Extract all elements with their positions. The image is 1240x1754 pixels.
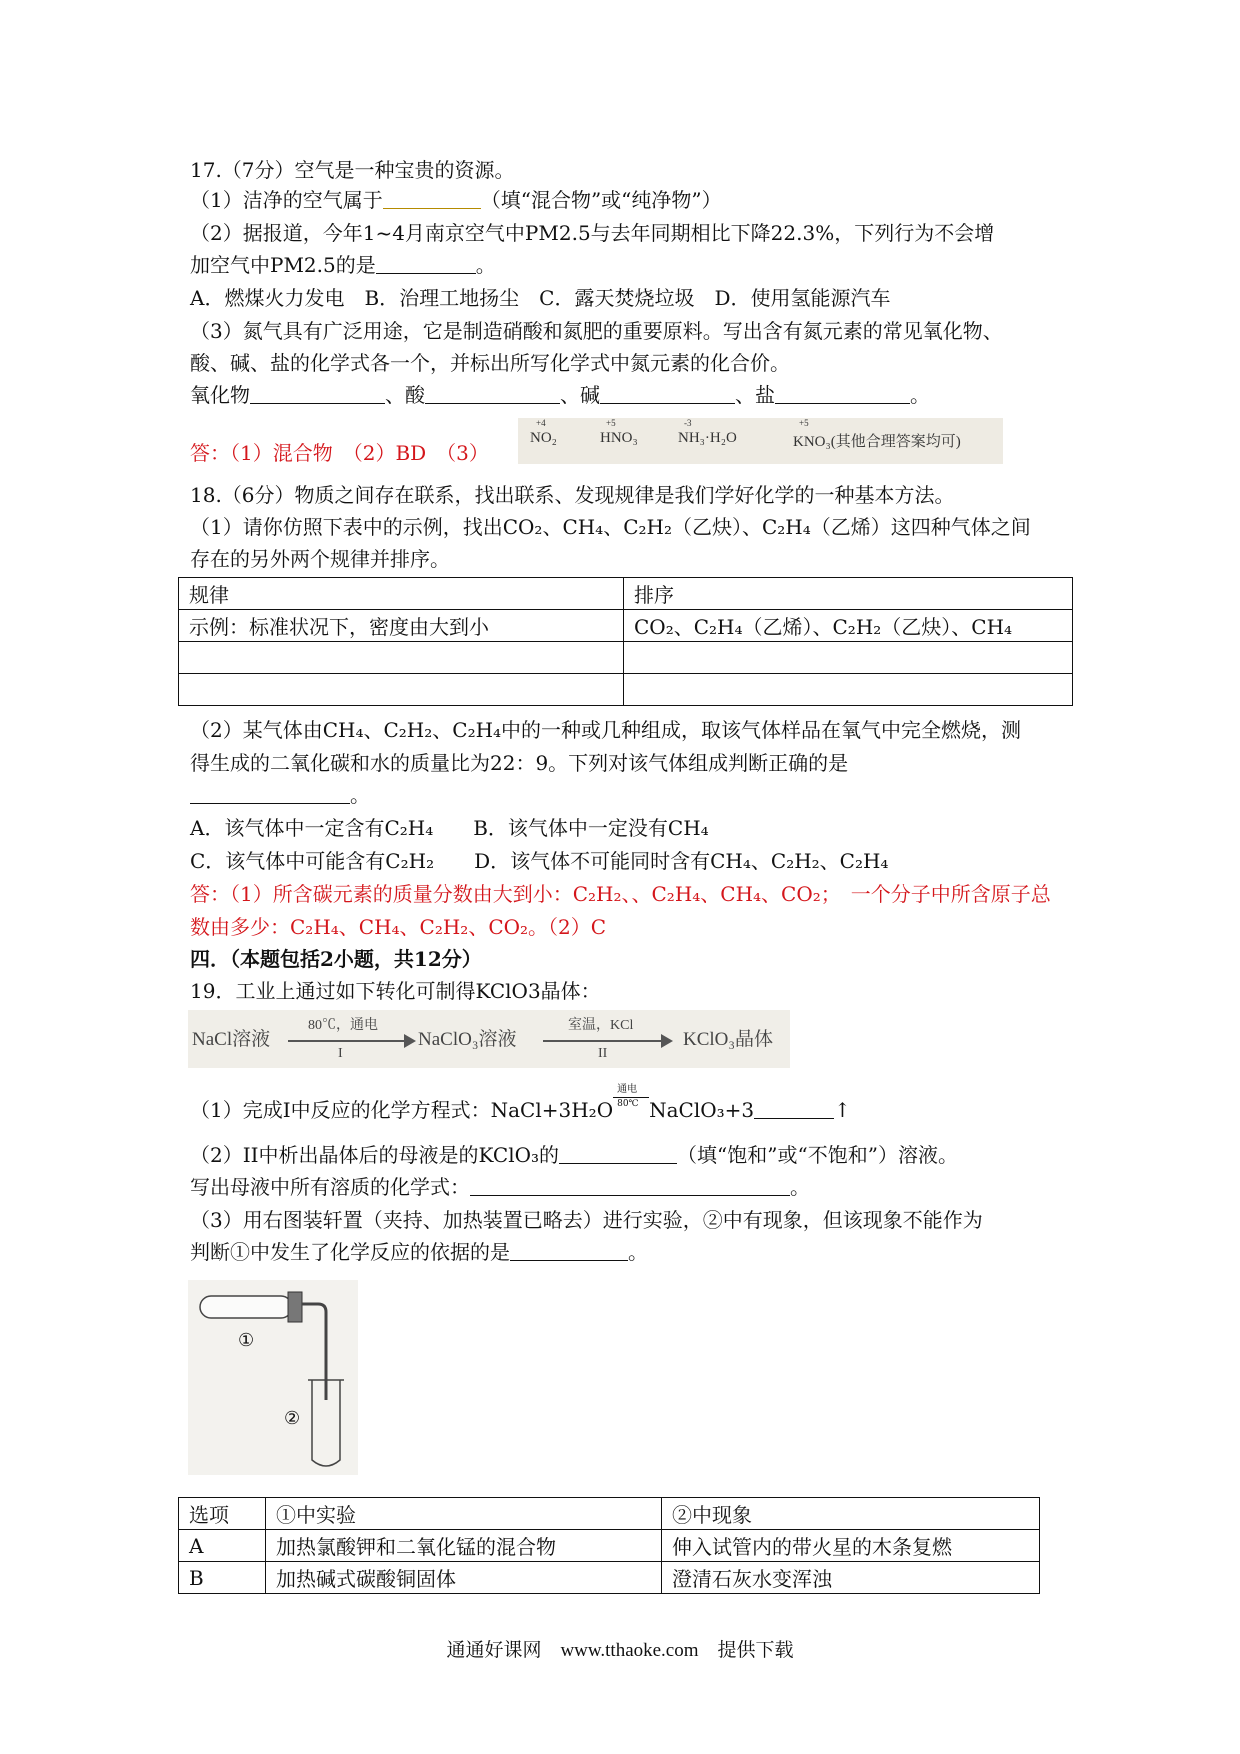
flow-step-2: II (598, 1046, 608, 1061)
q17-part3-line3 (190, 380, 930, 410)
q18-part2-line3 (190, 780, 370, 810)
reaction-condition (613, 1084, 649, 1117)
acid-blank[interactable] (425, 383, 560, 404)
flow-step-1: I (338, 1046, 343, 1061)
salt-label: 、盐 (735, 383, 775, 407)
page-footer: 通通好课网 www.tthaoke.com 提供下载 (446, 1640, 794, 1661)
q17-part2-line2 (190, 250, 496, 280)
section-4-heading: 四．（本题包括2小题，共12分） (190, 947, 482, 971)
q19-part3-blank[interactable] (510, 1240, 628, 1261)
q19-table (178, 1497, 1040, 1594)
flow-arrow-2 (543, 1040, 663, 1042)
q18-option-a: A．该气体中一定含有C₂H₄ (190, 816, 434, 840)
acid-label: 、酸 (385, 383, 425, 407)
table-row (179, 610, 1073, 642)
q19-part3-line2 (190, 1237, 648, 1267)
answer-formula-4: +5 KNO₃(其他合理答案均可) (793, 418, 961, 450)
q19-title: 19．工业上通过如下转化可制得KClO3晶体： (190, 979, 601, 1003)
flow-node-kclo3: KClO₃晶体 (683, 1029, 774, 1050)
table-row (179, 642, 1073, 674)
table-cell: 伸入试管内的带火星的木条复燃 (662, 1530, 1040, 1562)
condition-top: 通电 (617, 1084, 638, 1095)
table-header-row (179, 1498, 1040, 1530)
apparatus-diagram (188, 1280, 358, 1475)
table-row (179, 674, 1073, 706)
q19-part2-line1 (190, 1140, 958, 1170)
flow-arrow-1-head (404, 1034, 416, 1048)
table-cell: 示例：标准状况下，密度由大到小 (179, 610, 624, 642)
q19-part1-text: （1）完成I中反应的化学方程式：NaCl+3H₂O (190, 1098, 614, 1122)
salt-blank[interactable] (775, 383, 910, 404)
q19-part2-text: （2）II中析出晶体后的母液是的KClO₃的 (190, 1143, 560, 1167)
table-header: ①中实验 (266, 1498, 662, 1530)
q19-part2-blank[interactable] (559, 1143, 677, 1164)
q19-part1 (190, 1084, 851, 1125)
gas-arrow: ↑ (834, 1098, 851, 1122)
table-header: 规律 (179, 578, 624, 610)
base-blank[interactable] (600, 383, 735, 404)
answer-formula-2: +5 HNO₃ (600, 418, 638, 446)
q17-part3-line1: （3）氮气具有广泛用途，它是制造硝酸和氮肥的重要原料。写出含有氮元素的常见氧化物、 (190, 319, 1003, 343)
table-header-row (179, 578, 1073, 610)
base-label: 、碱 (560, 383, 600, 407)
q18-part2-blank[interactable] (190, 783, 350, 804)
q19-part2-solutes-text: 写出母液中所有溶质的化学式： (190, 1175, 470, 1199)
q17-part2-blank[interactable] (376, 253, 476, 274)
q17-part3-line2: 酸、碱、盐的化学式各一个，并标出所写化学式中氮元素的化合价。 (190, 351, 790, 375)
condition-bottom: 80℃ (617, 1099, 639, 1109)
flow-condition-2: 室温，KCl (568, 1018, 634, 1033)
q19-part2-solutes-blank[interactable] (470, 1175, 790, 1196)
q19-part1-blank[interactable] (754, 1098, 834, 1119)
q17-title: 17.（7分）空气是一种宝贵的资源。 (190, 158, 515, 182)
q18-answer-line1: 答：（1）所含碳元素的质量分数由大到小：C₂H₂、、C₂H₄、CH₄、CO₂； 一个分子中所含原子总 (190, 882, 1051, 906)
flow-arrow-2-head (661, 1034, 673, 1048)
q19-part2-hint: （填“饱和”或“不饱和”）溶液。 (677, 1143, 958, 1167)
table-cell-empty[interactable] (624, 642, 1073, 674)
table-cell: B (179, 1562, 266, 1594)
period: 。 (910, 383, 930, 407)
oxide-blank[interactable] (250, 383, 385, 404)
q17-options: A．燃煤火力发电 B．治理工地扬尘 C．露天焚烧垃圾 D．使用氢能源汽车 (190, 286, 891, 310)
q17-answer-image (518, 418, 1003, 464)
q17-part1-hint: （填“混合物”或“纯净物”） (480, 188, 722, 212)
q19-part2-end: 。 (790, 1175, 810, 1199)
q19-part1-product: NaClO₃+3 (649, 1098, 755, 1122)
q18-part1-line2: 存在的另外两个规律并排序。 (190, 547, 450, 571)
q19-flow-diagram (188, 1010, 790, 1068)
table-header: 选项 (179, 1498, 266, 1530)
q19-part3-line1: （3）用右图装轩置（夹持、加热装置已略去）进行实验，②中有现象，但该现象不能作为 (190, 1208, 983, 1232)
q18-option-d: D．该气体不可能同时含有CH₄、C₂H₂、C₂H₄ (474, 849, 889, 873)
oxide-label: 氧化物 (190, 383, 250, 407)
q17-part1-blank[interactable] (383, 188, 481, 209)
table-row (179, 1562, 1040, 1594)
q17-part2-end: 。 (475, 253, 496, 277)
q18-option-b: B．该气体中一定没有CH₄ (473, 816, 709, 840)
flow-node-naclo3: NaClO₃溶液 (418, 1029, 517, 1050)
table-cell: CO₂、C₂H₄（乙烯）、C₂H₂（乙炔）、CH₄ (624, 610, 1073, 642)
table-cell: 加热氯酸钾和二氧化锰的混合物 (266, 1530, 662, 1562)
table-row (179, 1530, 1040, 1562)
apparatus-label-2: ② (284, 1408, 301, 1429)
table-header: ②中现象 (662, 1498, 1040, 1530)
table-cell: 加热碱式碳酸铜固体 (266, 1562, 662, 1594)
answer-formula-3: -3 NH₃·H₂O (678, 418, 737, 446)
q18-part2-line2: 得生成的二氧化碳和水的质量比为22：9。下列对该气体组成判断正确的是 (190, 751, 849, 775)
q18-part2-end: 。 (350, 783, 370, 807)
q18-title: 18.（6分）物质之间存在联系，找出联系、发现规律是我们学好化学的一种基本方法。 (190, 483, 955, 507)
q19-part3-text: 判断①中发生了化学反应的依据的是 (190, 1240, 510, 1264)
q18-part2-line1: （2）某气体由CH₄、C₂H₂、C₂H₄中的一种或几种组成，取该气体样品在氧气中完全燃烧，测 (190, 718, 1022, 742)
flow-arrow-1 (288, 1040, 406, 1042)
apparatus-svg (188, 1280, 358, 1475)
answer-formula-1: +4 NO₂ (530, 418, 557, 446)
condition-line (613, 1097, 649, 1098)
q18-table (178, 577, 1073, 706)
flow-node-nacl: NaCl溶液 (192, 1029, 271, 1050)
q17-part2-text: 加空气中PM2.5的是 (190, 253, 376, 277)
table-cell-empty[interactable] (179, 642, 624, 674)
table-cell: 澄清石灰水变浑浊 (662, 1562, 1040, 1594)
q18-options-ab (190, 813, 709, 843)
q17-part1-text: （1）洁净的空气属于 (190, 188, 383, 212)
q18-answer-line2: 数由多少：C₂H₄、CH₄、C₂H₂、CO₂。（2）C (190, 915, 607, 939)
q18-part1-line1: （1）请你仿照下表中的示例，找出CO₂、CH₄、C₂H₂（乙炔）、C₂H₄（乙烯）这四种气体之间 (190, 515, 1031, 539)
q19-part3-end: 。 (628, 1240, 648, 1264)
table-cell-empty[interactable] (624, 674, 1073, 706)
flow-condition-1: 80℃，通电 (308, 1018, 378, 1033)
q17-part1 (190, 185, 722, 215)
q18-options-cd (190, 846, 888, 876)
apparatus-label-1: ① (238, 1330, 255, 1351)
q19-part2-line2 (190, 1172, 810, 1202)
table-header: 排序 (624, 578, 1073, 610)
q17-part2-line1: （2）据报道，今年1~4月南京空气中PM2.5与去年同期相比下降22.3%，下列行为不会增 (190, 221, 995, 245)
q17-answer: 答：（1）混合物 （2）BD （3） (190, 441, 489, 465)
table-cell: A (179, 1530, 266, 1562)
q18-option-c: C．该气体中可能含有C₂H₂ (190, 849, 435, 873)
table-cell-empty[interactable] (179, 674, 624, 706)
